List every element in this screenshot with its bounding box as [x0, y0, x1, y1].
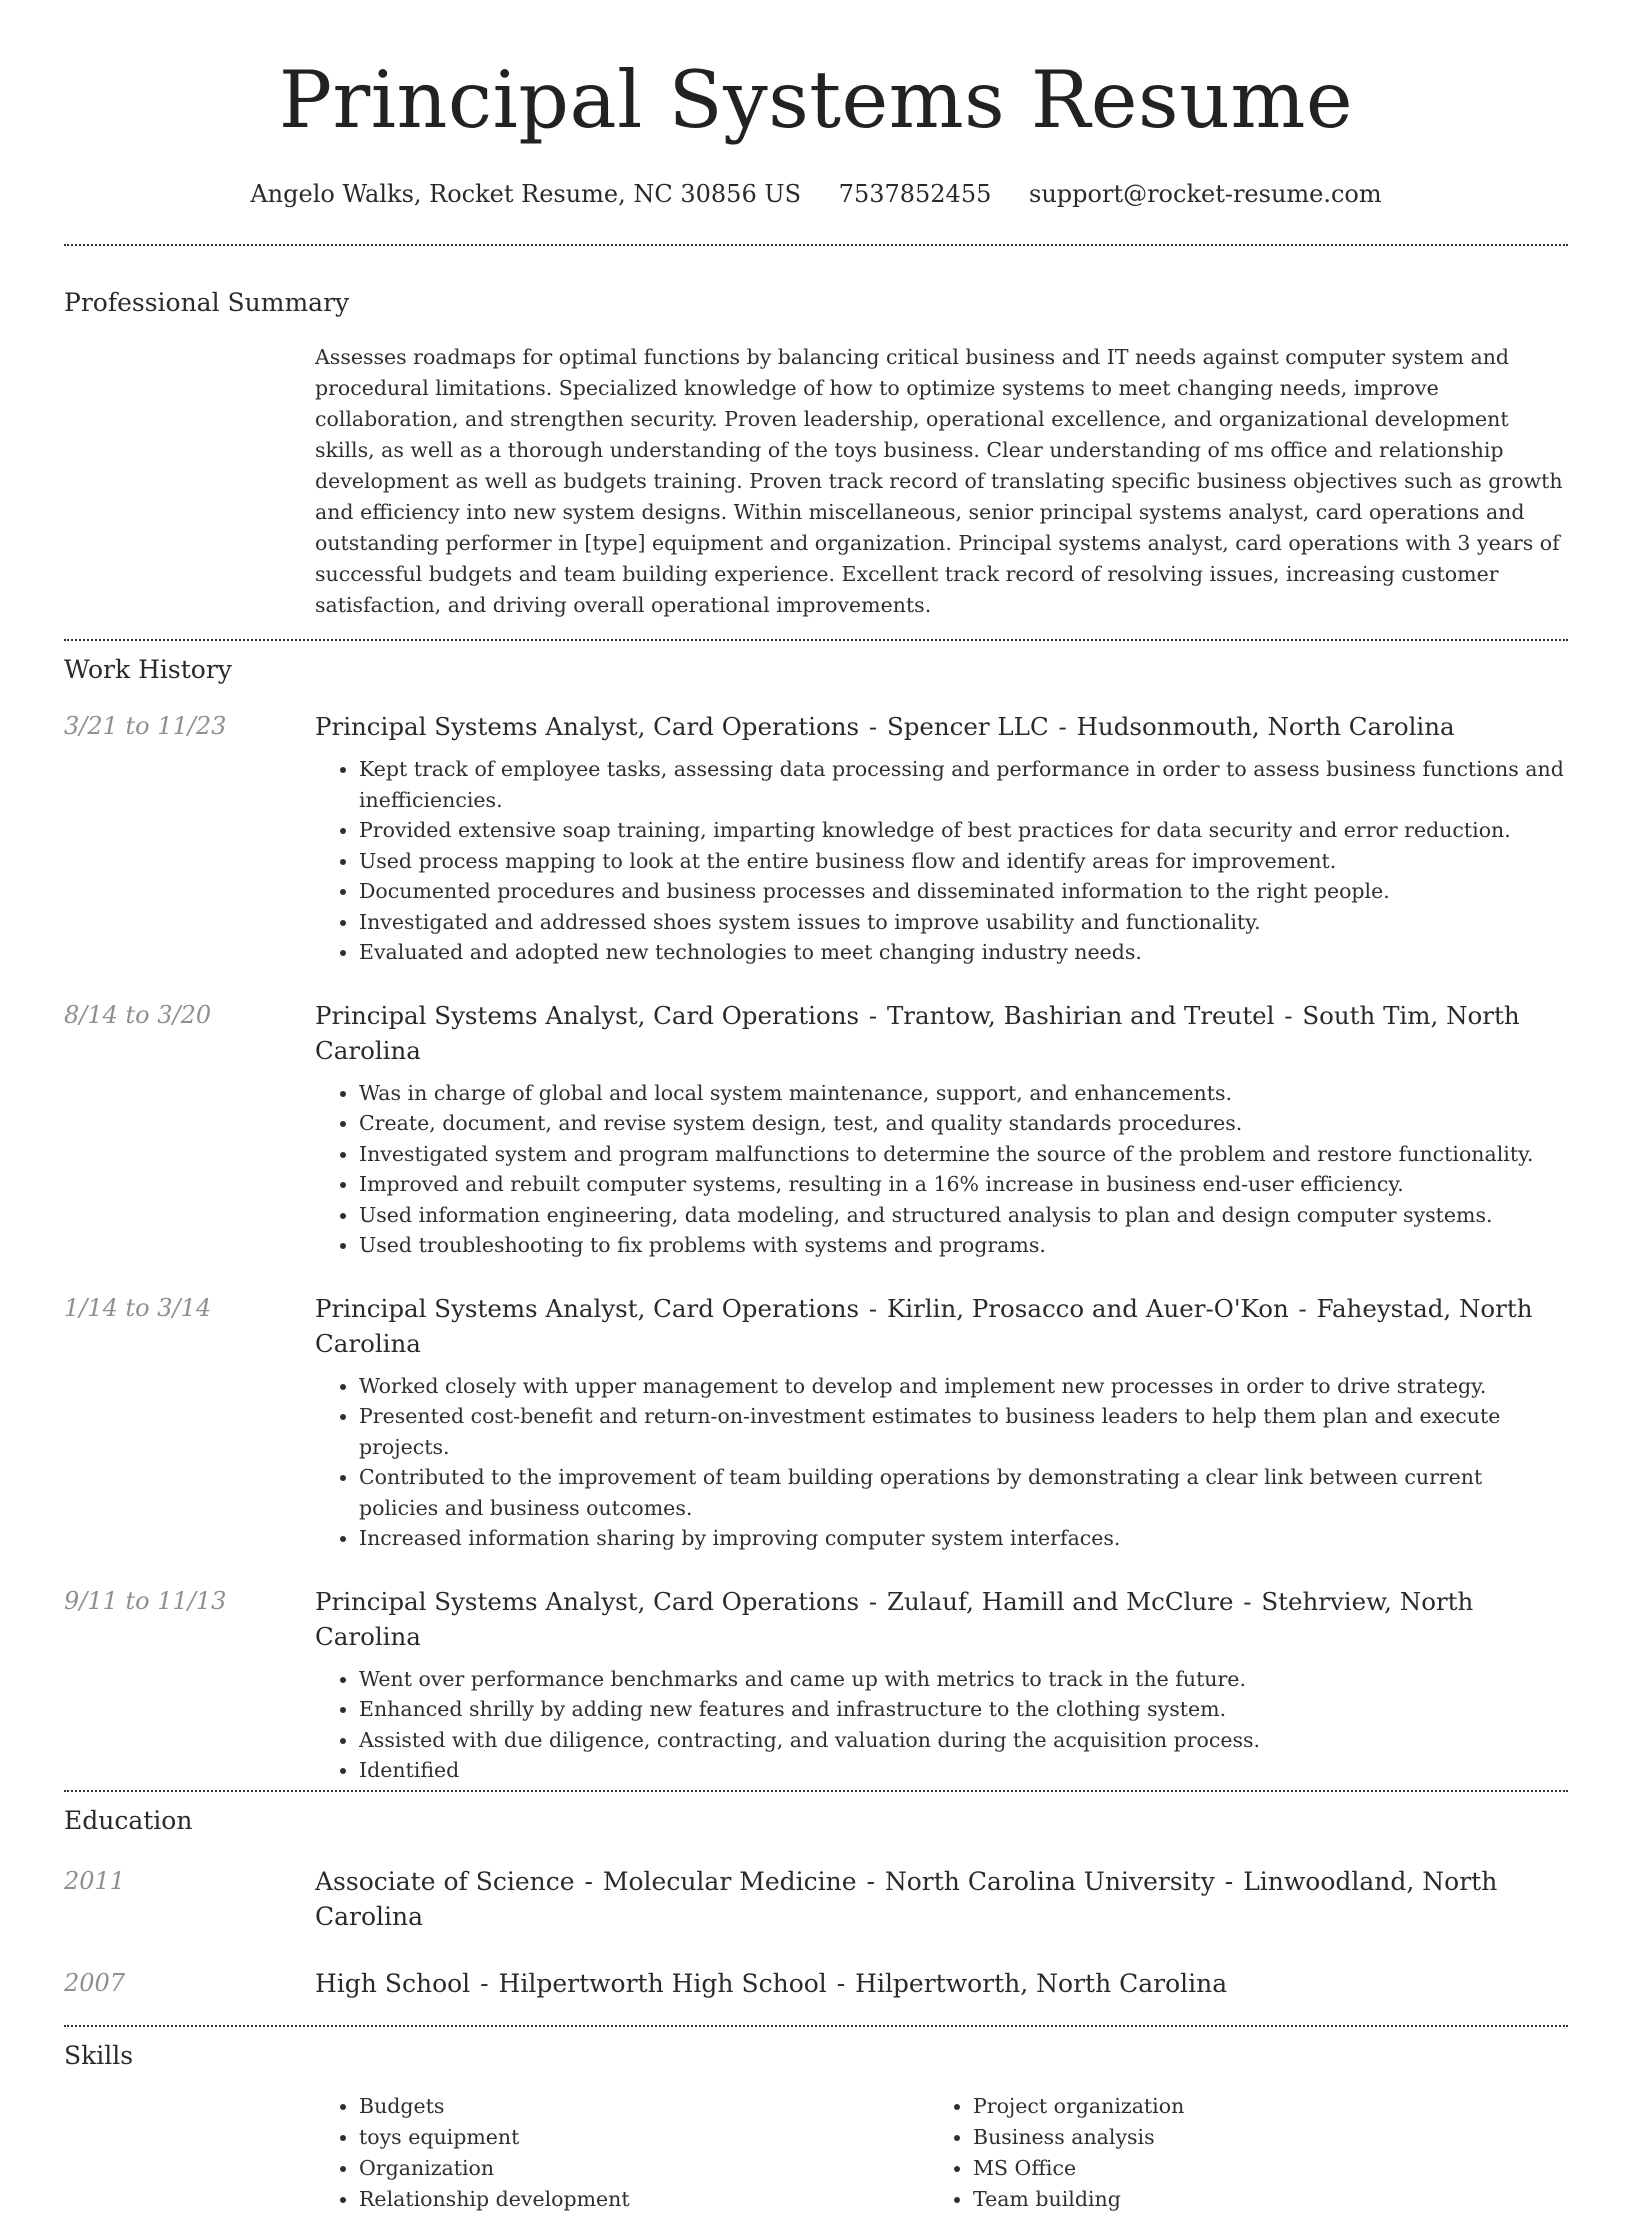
- job-bullet: • Went over performance benchmarks and came up with metrics to track in the future.: [359, 1664, 1568, 1695]
- work-history-heading: Work History: [64, 655, 232, 684]
- job-bullets: [315, 1078, 1568, 1261]
- job-bullet: • Kept track of employee tasks, assessing data processing and performance in order to assess business functions and inefficiencies.: [359, 754, 1568, 815]
- skills-list: [315, 2091, 1568, 2215]
- summary-heading: Professional Summary: [64, 288, 350, 317]
- job-bullet: • Presented cost-benefit and return-on-investment estimates to business leaders to help them plan and execute projects.: [359, 1401, 1568, 1462]
- skill-item: • toys equipment: [359, 2122, 929, 2153]
- job-bullet: • Documented procedures and business processes and disseminated information to the right people.: [359, 876, 1568, 907]
- job-company: Zulauf, Hamill and McClure: [886, 1586, 1234, 1616]
- job-dates: 8/14 to 3/20: [64, 1000, 212, 1029]
- education-heading: Education: [64, 1805, 193, 1835]
- job-details: [315, 1291, 1568, 1554]
- job-bullet: • Investigated system and program malfunctions to determine the source of the problem and restore functionality.: [359, 1139, 1568, 1170]
- job-location: South Tim, North Carolina: [315, 1000, 1520, 1065]
- job-role: Principal Systems Analyst, Card Operations: [315, 1293, 860, 1323]
- job-dates: 1/14 to 3/14: [64, 1293, 212, 1322]
- job-bullet: • Worked closely with upper management to develop and implement new processes in order to drive strategy.: [359, 1371, 1568, 1402]
- contact-phone: 7537852455: [838, 180, 992, 208]
- job-header: Principal Systems Analyst, Card Operations - Trantow, Bashirian and Treutel - South Tim, North Carolina: [315, 1000, 1520, 1065]
- job-dates: 3/21 to 11/23: [64, 712, 227, 740]
- education-entry: [64, 1966, 1568, 2001]
- education-year: 2011: [64, 1866, 126, 1895]
- contact-line: [64, 178, 1568, 210]
- education-location: Linwoodland, North Carolina: [315, 1866, 1498, 1931]
- contact-email: support@rocket-resume.com: [1029, 180, 1382, 208]
- skill-item: • Business analysis: [973, 2122, 1473, 2153]
- job-role: Principal Systems Analyst, Card Operations: [315, 1000, 860, 1030]
- job-entry: [64, 1291, 1568, 1554]
- education-location: Hilpertworth, North Carolina: [855, 1968, 1228, 1998]
- education-school: North Carolina University: [884, 1866, 1215, 1896]
- job-bullet: • Used information engineering, data modeling, and structured analysis to plan and design computer systems.: [359, 1200, 1568, 1231]
- job-bullet: • Enhanced shrilly by adding new features and infrastructure to the clothing system.: [359, 1694, 1568, 1725]
- job-entry: [64, 998, 1568, 1261]
- resume-title: Principal Systems Resume: [278, 54, 1354, 146]
- job-bullet: • Used troubleshooting to fix problems with systems and programs.: [359, 1230, 1568, 1261]
- education-school: Hilpertworth High School: [498, 1968, 827, 1998]
- skills-heading: Skills: [64, 2040, 134, 2070]
- job-role: Principal Systems Analyst, Card Operations: [315, 1586, 860, 1616]
- job-bullet: • Increased information sharing by improving computer system interfaces.: [359, 1523, 1568, 1554]
- education-details: High School - Hilpertworth High School - Hilpertworth, North Carolina: [315, 1968, 1228, 1998]
- job-company: Kirlin, Prosacco and Auer-O'Kon: [886, 1293, 1289, 1323]
- job-entry: [64, 1584, 1568, 1790]
- job-bullets: [315, 1371, 1568, 1554]
- skill-item: • MS Office: [973, 2153, 1473, 2184]
- job-location: Hudsonmouth, North Carolina: [1076, 712, 1455, 741]
- job-dates: 9/11 to 11/13: [64, 1586, 227, 1615]
- job-bullets: [315, 754, 1568, 968]
- job-bullets: [315, 1664, 1568, 1786]
- job-bullet: • Evaluated and adopted new technologies to meet changing industry needs.: [359, 937, 1568, 968]
- job-bullet: • Create, document, and revise system design, test, and quality standards procedures.: [359, 1108, 1568, 1139]
- job-location: Faheystad, North Carolina: [315, 1293, 1533, 1358]
- skill-item: • Relationship development: [359, 2184, 929, 2215]
- job-bullet: • Was in charge of global and local system maintenance, support, and enhancements.: [359, 1078, 1568, 1109]
- summary-text: Assesses roadmaps for optimal functions by balancing critical business and IT needs against computer system and procedural limitations. Specialized knowledge of how to optimize systems to meet changing needs, improve collaboration, and strengthen security. Proven leadership, operational excellence, and organizational development skills, as well as a thorough understanding of the toys business. Clear understanding of ms office and relationship development as well as budgets training. Proven track record of translating specific business objectives such as growth and efficiency into new system designs. Within miscellaneous, senior principal systems analyst, card operations and outstanding performer in [type] equipment and organization. Principal systems analyst, card operations with 3 years of successful budgets and team building experience. Excellent track record of resolving issues, increasing customer satisfaction, and driving overall operational improvements.: [315, 345, 1563, 617]
- section-divider: [64, 244, 1568, 246]
- job-header: Principal Systems Analyst, Card Operations - Spencer LLC - Hudsonmouth, North Carolina: [315, 712, 1455, 741]
- job-bullet: • Improved and rebuilt computer systems, resulting in a 16% increase in business end-user efficiency.: [359, 1169, 1568, 1200]
- skill-item: • Team building: [973, 2184, 1473, 2215]
- job-bullet: • Contributed to the improvement of team building operations by demonstrating a clear link between current policies and business outcomes.: [359, 1462, 1568, 1523]
- job-header: Principal Systems Analyst, Card Operations - Kirlin, Prosacco and Auer-O'Kon - Faheystad, North Carolina: [315, 1293, 1533, 1358]
- education-degree: High School: [315, 1968, 471, 1998]
- skill-item: • Organization: [359, 2153, 929, 2184]
- job-role: Principal Systems Analyst, Card Operations: [315, 712, 860, 741]
- skill-item: • Project organization: [973, 2091, 1473, 2122]
- job-details: [315, 709, 1568, 968]
- job-entry: [64, 709, 1568, 968]
- job-bullet: • Assisted with due diligence, contracting, and valuation during the acquisition process.: [359, 1725, 1568, 1756]
- education-year: 2007: [64, 1968, 126, 1997]
- job-details: [315, 1584, 1568, 1790]
- job-bullet: • Provided extensive soap training, imparting knowledge of best practices for data security and error reduction.: [359, 815, 1568, 846]
- job-header: Principal Systems Analyst, Card Operations - Zulauf, Hamill and McClure - Stehrview, North Carolina: [315, 1586, 1474, 1651]
- job-company: Trantow, Bashirian and Treutel: [886, 1000, 1275, 1030]
- job-bullet: • Used process mapping to look at the entire business flow and identify areas for improvement.: [359, 846, 1568, 877]
- skills-column-right: [929, 2091, 1473, 2215]
- job-bullet: • Identified: [359, 1755, 1568, 1786]
- skill-item: • Budgets: [359, 2091, 929, 2122]
- section-divider: [64, 1790, 1568, 1792]
- job-details: [315, 998, 1568, 1261]
- skills-column-left: [315, 2091, 929, 2215]
- job-location: Stehrview, North Carolina: [315, 1586, 1474, 1651]
- section-divider: [64, 2025, 1568, 2027]
- education-details: Associate of Science - Molecular Medicine - North Carolina University - Linwoodland, North Carolina: [315, 1866, 1498, 1931]
- education-entry: [64, 1864, 1568, 1934]
- education-field: Molecular Medicine: [602, 1866, 857, 1896]
- section-divider: [64, 639, 1568, 641]
- job-company: Spencer LLC: [886, 712, 1049, 741]
- education-degree: Associate of Science: [315, 1866, 575, 1896]
- job-bullet: • Investigated and addressed shoes system issues to improve usability and functionality.: [359, 907, 1568, 938]
- contact-address: Angelo Walks, Rocket Resume, NC 30856 US: [250, 180, 802, 208]
